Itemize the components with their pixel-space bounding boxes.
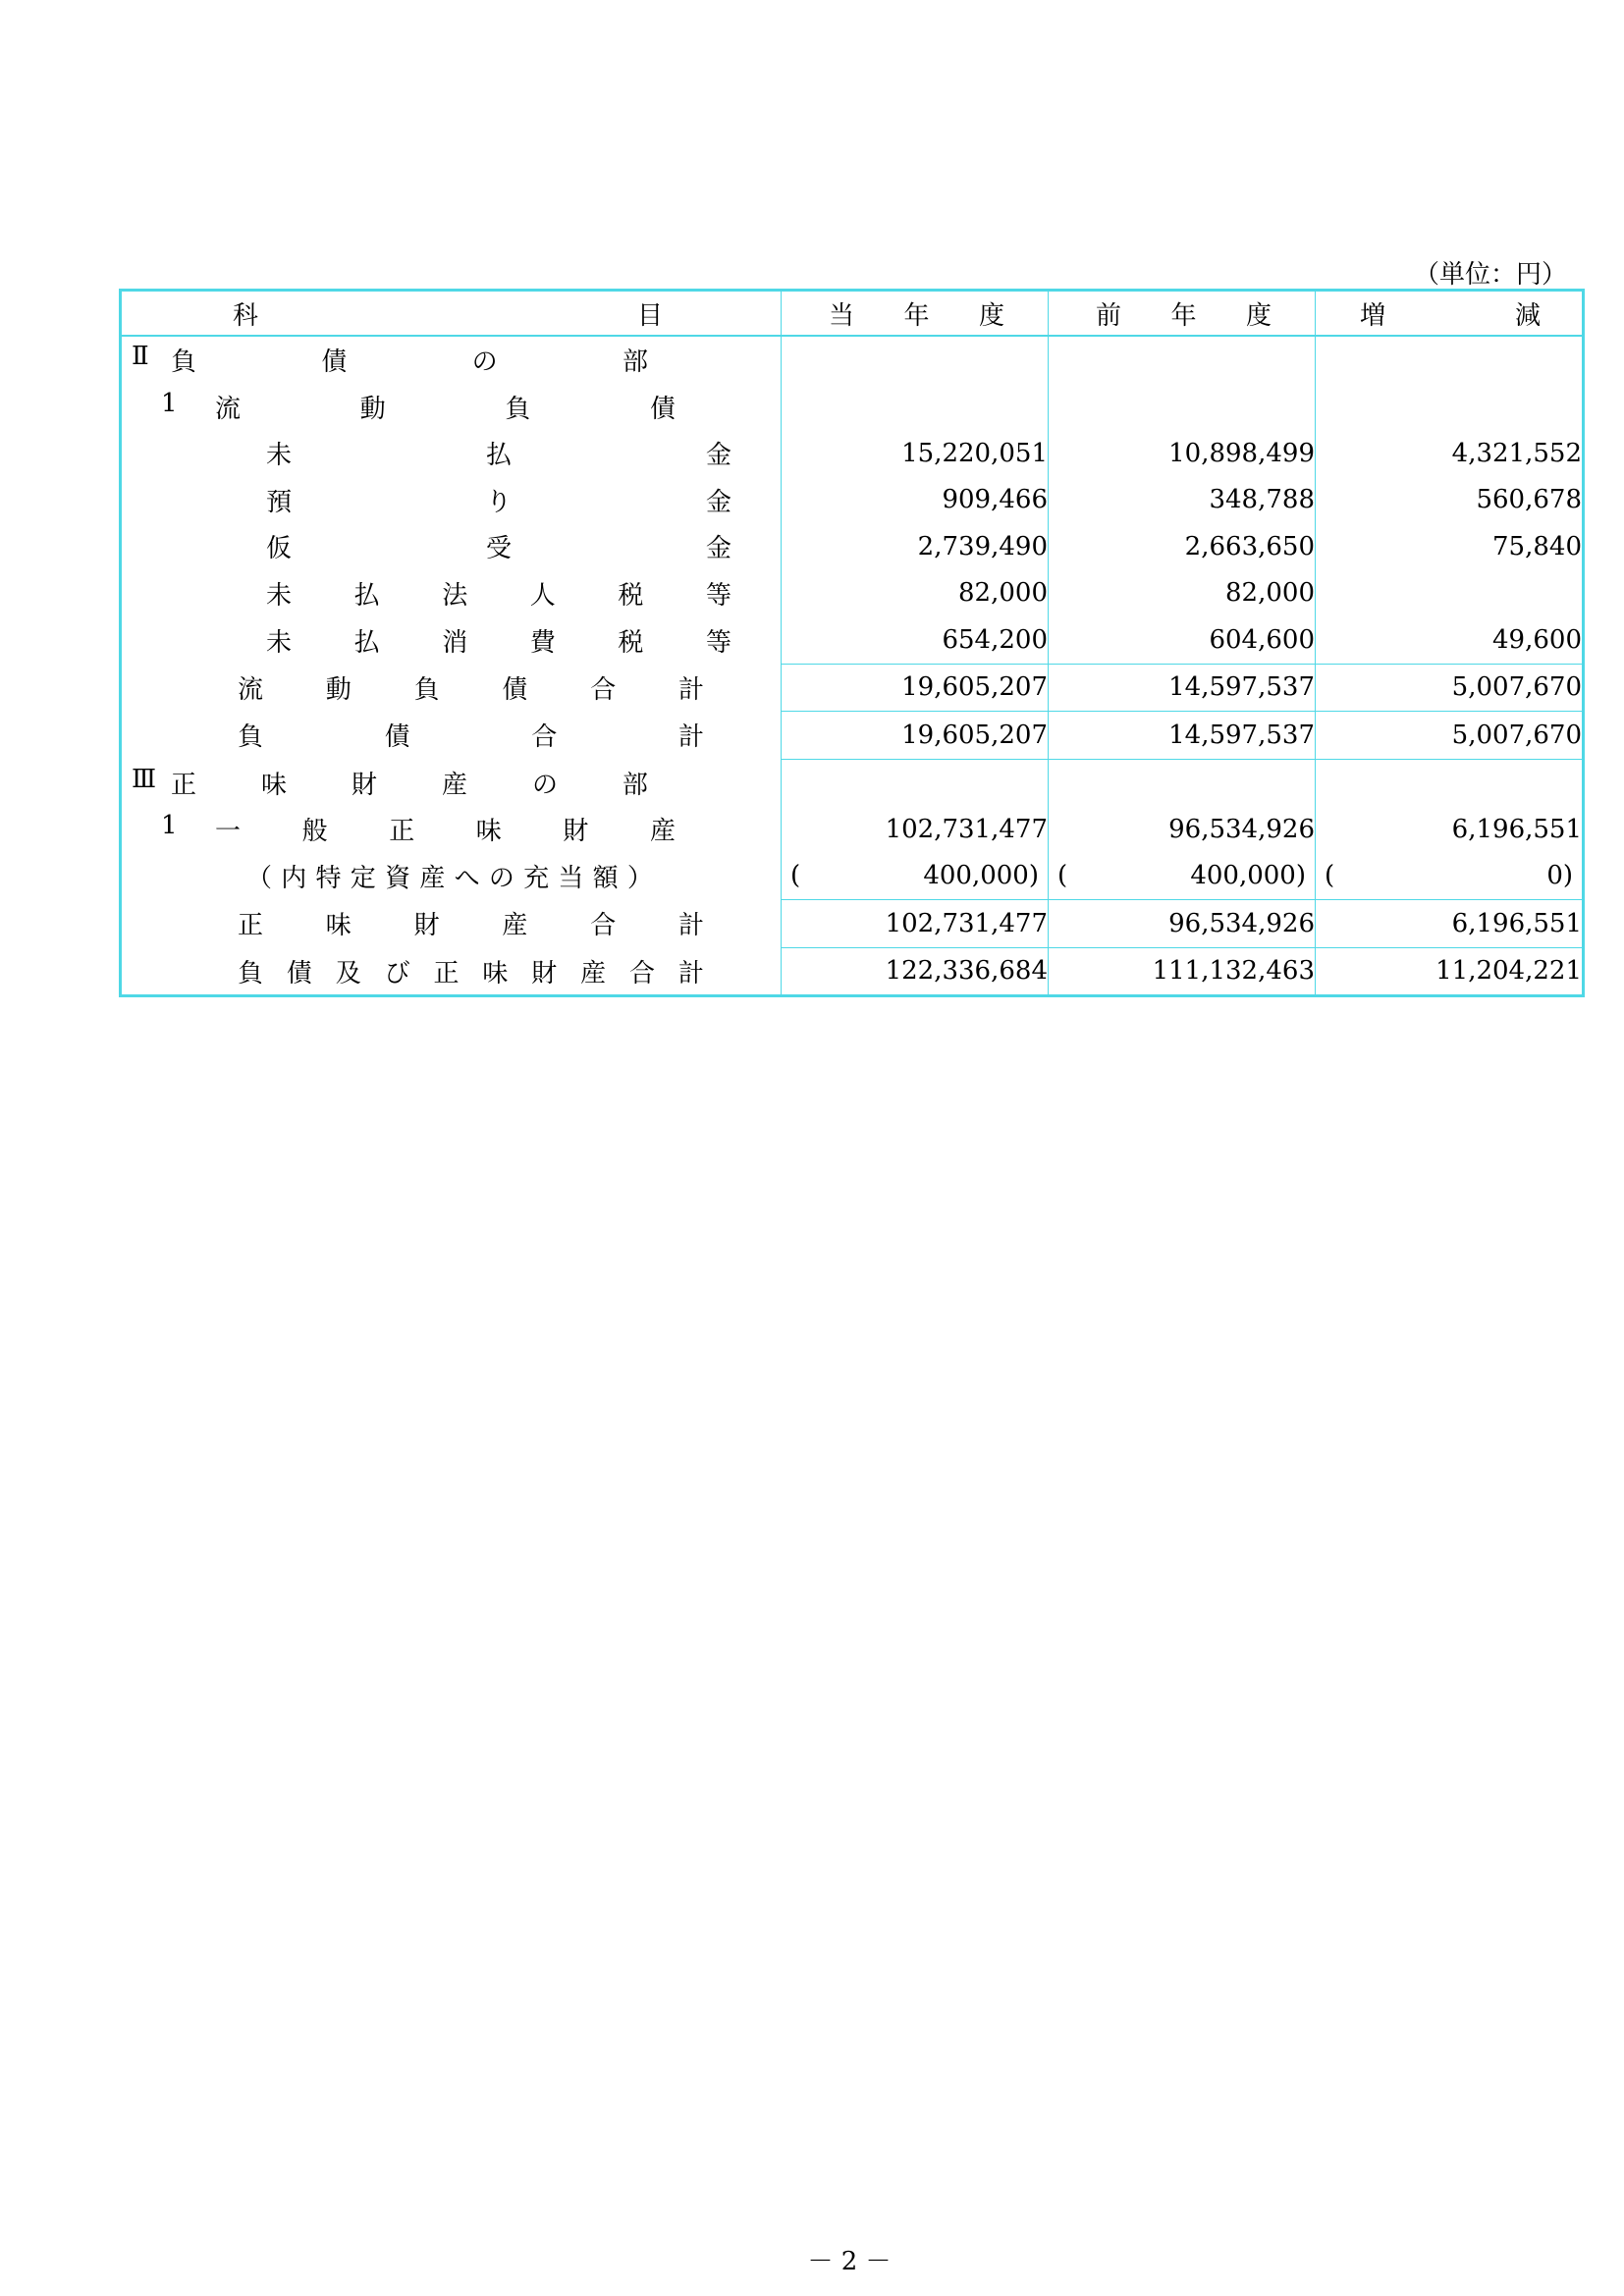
row-suspense-receipts: 仮 受 金 2,739,490 2,663,650 75,840 xyxy=(121,523,1584,570)
header-row xyxy=(121,291,1584,337)
current-liabilities-heading: 1 流 動 負 債 xyxy=(121,384,1584,431)
section-net-assets: Ⅲ 正 味 財 産 の 部 xyxy=(121,759,1584,806)
header-current-year: 当 年 度 xyxy=(782,291,1049,337)
header-change: 増 減 xyxy=(1316,291,1584,337)
row-corporate-tax-payable: 未 払 法 人 税 等 82,000 82,000 xyxy=(121,570,1584,617)
unit-label: （単位：円） xyxy=(1414,260,1568,290)
row-deposits-received: 預 り 金 909,466 348,788 560,678 xyxy=(121,477,1584,524)
row-general-net-assets: 1 一 般 正 味 財 産 102,731,477 96,534,926 6,196,551 xyxy=(121,806,1584,853)
row-liabilities-and-net-assets-total: 負 債 及 び 正 味 財 産 合 計 122,336,684 111,132,463 11,204,221 xyxy=(121,947,1584,996)
header-previous-year: 前 年 度 xyxy=(1049,291,1316,337)
section-liabilities: Ⅱ 負 債 の 部 xyxy=(121,336,1584,384)
row-current-liabilities-total: 流 動 負 債 合 計 19,605,207 14,597,537 5,007,670 xyxy=(121,664,1584,712)
balance-sheet-table xyxy=(119,289,1585,997)
header-subject: 科 目 xyxy=(121,291,782,337)
row-accounts-payable: 未 払 金 15,220,051 10,898,499 4,321,552 xyxy=(121,430,1584,477)
row-specified-assets-allocation: （ 内 特 定 資 産 へ の 充 当 額 ） ( 400,000) ( 400,000) ( 0) xyxy=(121,853,1584,900)
row-liabilities-total: 負 債 合 計 19,605,207 14,597,537 5,007,670 xyxy=(121,712,1584,760)
row-net-assets-total: 正 味 財 産 合 計 102,731,477 96,534,926 6,196,551 xyxy=(121,900,1584,948)
row-consumption-tax-payable: 未 払 消 費 税 等 654,200 604,600 49,600 xyxy=(121,616,1584,664)
page-number: － 2 － xyxy=(807,2247,892,2276)
